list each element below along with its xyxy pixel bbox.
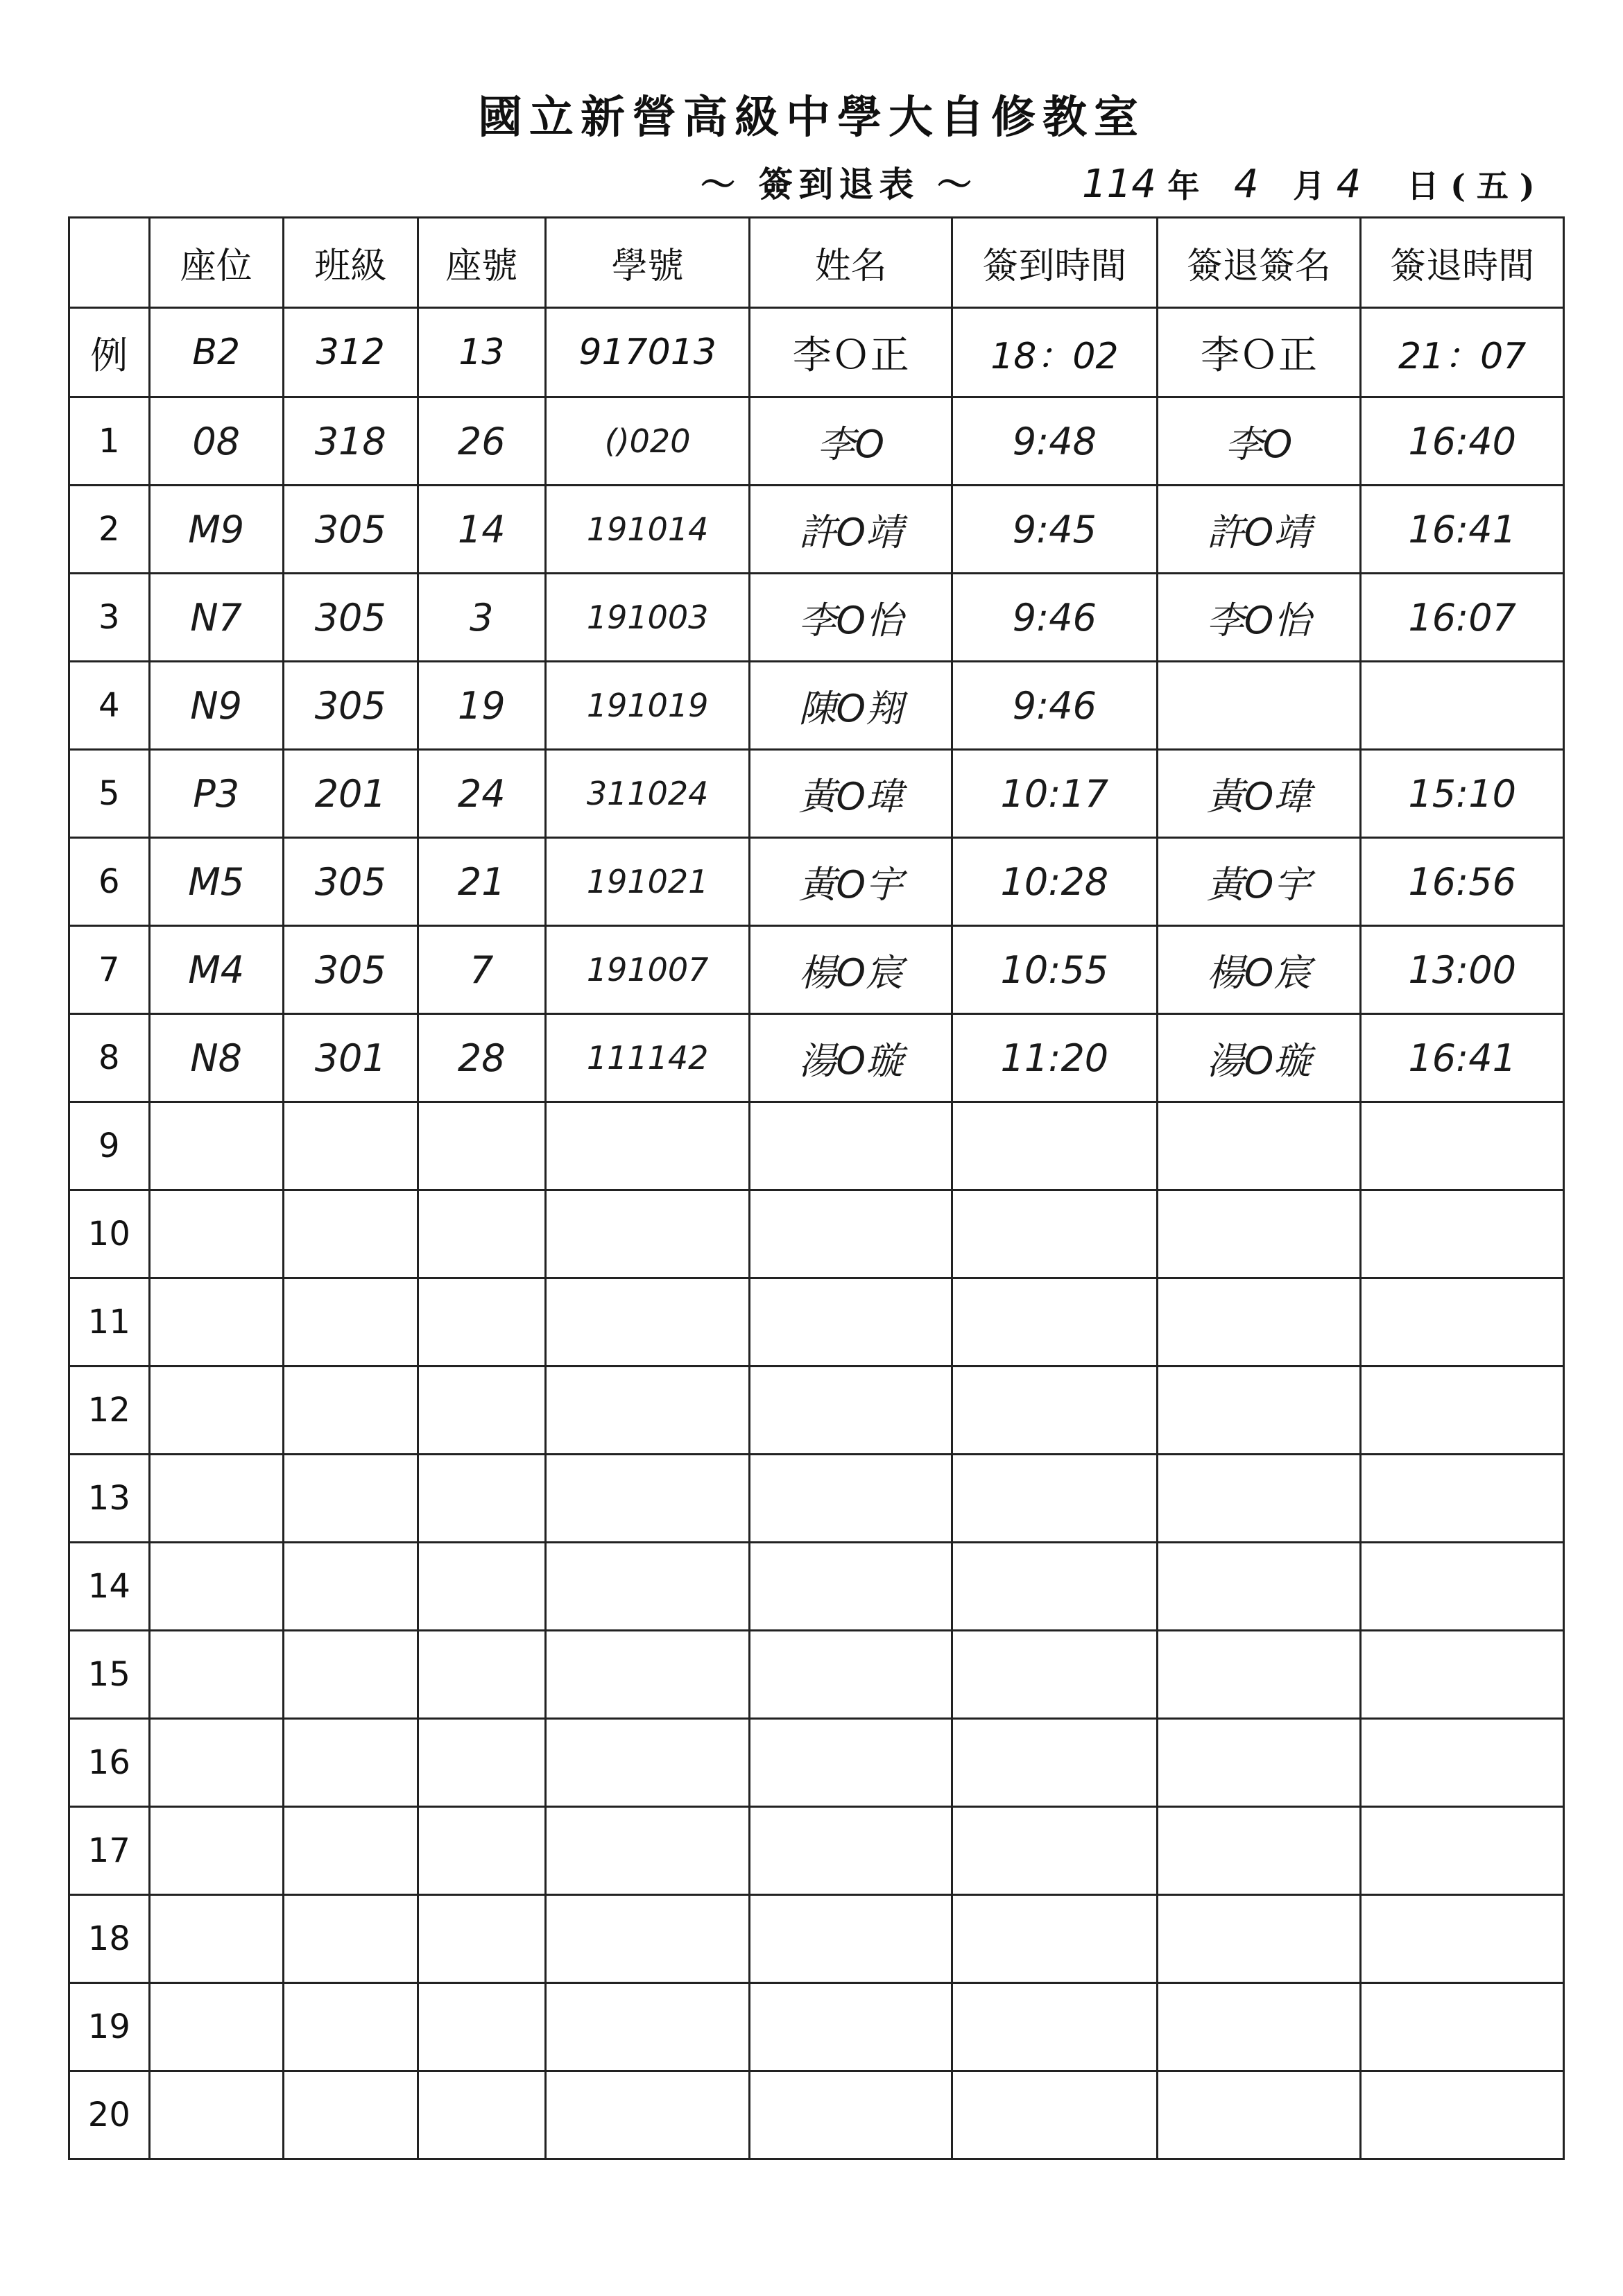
seat-cell[interactable]: 08 (149, 397, 283, 486)
row-number: 17 (69, 1807, 150, 1895)
table-row (69, 1102, 1564, 1190)
sign-out-time-cell[interactable]: 16:41 (1361, 1014, 1564, 1102)
example-sign-in-time-cell: 18：02 (952, 308, 1158, 397)
sign-out-signature-cell[interactable] (1157, 1367, 1361, 1455)
seat-number-cell[interactable]: 3 (418, 574, 545, 662)
name-cell[interactable]: 湯O璇 (750, 1014, 952, 1102)
date-day-label: 日 (1407, 167, 1439, 205)
row-number: 15 (69, 1631, 150, 1719)
name-cell[interactable] (750, 1719, 952, 1807)
class-cell[interactable]: 305 (283, 662, 418, 750)
sign-out-signature-cell[interactable] (1157, 1719, 1361, 1807)
row-number: 14 (69, 1543, 150, 1631)
sign-out-time-cell[interactable] (1361, 1807, 1564, 1895)
row-number: 3 (69, 574, 150, 662)
table-row (69, 486, 1564, 574)
sign-in-time-cell[interactable] (952, 1278, 1158, 1367)
table-row (69, 1543, 1564, 1631)
sign-out-time-cell[interactable] (1361, 1367, 1564, 1455)
date-weekday: ( 五 ) (1450, 167, 1535, 205)
example-sign-out-signature-cell: 李Ｏ正 (1157, 308, 1361, 397)
name-header: 姓名 (750, 218, 952, 308)
seat-number-cell[interactable] (418, 1631, 545, 1719)
class-cell[interactable] (283, 1807, 418, 1895)
class-cell[interactable] (283, 1455, 418, 1543)
row-number: 13 (69, 1455, 150, 1543)
page-subtitle: ～ 簽到退表 ～ (701, 164, 977, 205)
seat-number-header: 座號 (418, 218, 545, 308)
seat-cell[interactable]: M4 (149, 926, 283, 1014)
name-cell[interactable] (750, 1278, 952, 1367)
sign-out-signature-header: 簽退簽名 (1157, 218, 1361, 308)
student-id-cell[interactable] (545, 1102, 750, 1190)
class-cell[interactable]: 318 (283, 397, 418, 486)
sign-in-time-cell[interactable] (952, 1543, 1158, 1631)
sign-out-signature-cell[interactable]: 楊O宸 (1157, 926, 1361, 1014)
seat-cell[interactable] (149, 1190, 283, 1278)
student-id-cell[interactable] (545, 1543, 750, 1631)
table-row (69, 1455, 1564, 1543)
table-row (69, 1367, 1564, 1455)
row-number: 9 (69, 1102, 150, 1190)
seat-cell[interactable] (149, 2071, 283, 2159)
sign-in-time-cell[interactable]: 11:20 (952, 1014, 1158, 1102)
sign-out-signature-cell[interactable]: 黃O瑋 (1157, 750, 1361, 838)
seat-number-cell[interactable] (418, 1807, 545, 1895)
class-cell[interactable] (283, 1543, 418, 1631)
seat-number-cell[interactable] (418, 1367, 545, 1455)
sign-in-time-cell[interactable]: 10:17 (952, 750, 1158, 838)
date-month-label: 月 (1293, 167, 1325, 205)
example-name-cell: 李Ｏ正 (750, 308, 952, 397)
seat-number-cell[interactable]: 21 (418, 838, 545, 926)
row-number: 4 (69, 662, 150, 750)
sign-out-signature-cell[interactable] (1157, 2071, 1361, 2159)
seat-cell[interactable]: N7 (149, 574, 283, 662)
student-id-cell[interactable]: 191003 (545, 574, 750, 662)
row-number: 7 (69, 926, 150, 1014)
name-cell[interactable]: 李O (750, 397, 952, 486)
name-cell[interactable] (750, 1367, 952, 1455)
row-number: 5 (69, 750, 150, 838)
sign-out-time-cell[interactable] (1361, 1455, 1564, 1543)
class-cell[interactable] (283, 1278, 418, 1367)
seat-number-cell[interactable] (418, 1190, 545, 1278)
seat-number-cell[interactable]: 24 (418, 750, 545, 838)
sign-in-time-header: 簽到時間 (952, 218, 1158, 308)
sign-out-time-cell[interactable] (1361, 1278, 1564, 1367)
name-cell[interactable] (750, 1543, 952, 1631)
row-number: 18 (69, 1895, 150, 1983)
sign-out-time-cell[interactable] (1361, 2071, 1564, 2159)
sign-out-signature-cell[interactable] (1157, 1983, 1361, 2071)
sign-out-time-cell[interactable] (1361, 1895, 1564, 1983)
row-number: 2 (69, 486, 150, 574)
student-id-cell[interactable] (545, 1367, 750, 1455)
sign-in-time-cell[interactable] (952, 1807, 1158, 1895)
sign-in-time-cell[interactable]: 9:46 (952, 574, 1158, 662)
table-row (69, 1983, 1564, 2071)
class-cell[interactable] (283, 1719, 418, 1807)
sign-in-time-cell[interactable] (952, 1190, 1158, 1278)
header-row (69, 218, 1564, 308)
example-student-id-cell: 917013 (545, 308, 750, 397)
table-row (69, 2071, 1564, 2159)
sign-in-time-cell[interactable] (952, 1983, 1158, 2071)
student-id-cell[interactable] (545, 2071, 750, 2159)
seat-cell[interactable]: N9 (149, 662, 283, 750)
sign-out-time-cell[interactable]: 13:00 (1361, 926, 1564, 1014)
name-cell[interactable]: 楊O宸 (750, 926, 952, 1014)
seat-cell[interactable] (149, 1455, 283, 1543)
class-cell[interactable] (283, 1367, 418, 1455)
example-class-cell: 312 (283, 308, 418, 397)
class-cell[interactable] (283, 1102, 418, 1190)
class-cell[interactable] (283, 1631, 418, 1719)
student-id-cell[interactable]: 191021 (545, 838, 750, 926)
seat-number-cell[interactable] (418, 1983, 545, 2071)
name-cell[interactable] (750, 2071, 952, 2159)
name-cell[interactable] (750, 1631, 952, 1719)
student-id-cell[interactable] (545, 1719, 750, 1807)
table-row (69, 1719, 1564, 1807)
row-number: 20 (69, 2071, 150, 2159)
seat-cell[interactable] (149, 1631, 283, 1719)
seat-cell[interactable] (149, 1983, 283, 2071)
seat-cell[interactable]: N8 (149, 1014, 283, 1102)
sign-out-signature-cell[interactable]: 湯O璇 (1157, 1014, 1361, 1102)
sign-out-time-cell[interactable] (1361, 1983, 1564, 2071)
student-id-cell[interactable]: 191019 (545, 662, 750, 750)
seat-number-cell[interactable] (418, 1278, 545, 1367)
student-id-cell[interactable]: 111142 (545, 1014, 750, 1102)
sign-in-time-cell[interactable]: 9:45 (952, 486, 1158, 574)
date-day: 4 (1336, 162, 1362, 207)
date-line (1082, 161, 1535, 207)
seat-cell[interactable] (149, 1895, 283, 1983)
seat-number-cell[interactable]: 14 (418, 486, 545, 574)
class-cell[interactable] (283, 1983, 418, 2071)
class-cell[interactable]: 305 (283, 838, 418, 926)
sign-in-time-cell[interactable]: 9:48 (952, 397, 1158, 486)
student-id-cell[interactable]: 311024 (545, 750, 750, 838)
sign-out-time-cell[interactable] (1361, 1102, 1564, 1190)
date-year-label: 年 (1167, 167, 1200, 205)
sign-out-time-cell[interactable] (1361, 662, 1564, 750)
sign-out-time-cell[interactable] (1361, 1631, 1564, 1719)
sign-out-time-cell[interactable]: 16:41 (1361, 486, 1564, 574)
sign-out-time-cell[interactable] (1361, 1190, 1564, 1278)
name-cell[interactable] (750, 1102, 952, 1190)
seat-number-cell[interactable] (418, 2071, 545, 2159)
student-id-cell[interactable]: 191007 (545, 926, 750, 1014)
class-cell[interactable]: 301 (283, 1014, 418, 1102)
corner-header (69, 218, 150, 308)
student-id-header: 學號 (545, 218, 750, 308)
sign-in-table (68, 216, 1565, 2160)
sign-out-time-cell[interactable] (1361, 1543, 1564, 1631)
sign-in-time-cell[interactable] (952, 1631, 1158, 1719)
seat-number-cell[interactable] (418, 1543, 545, 1631)
sign-out-signature-cell[interactable] (1157, 662, 1361, 750)
seat-number-cell[interactable] (418, 1102, 545, 1190)
table-row (69, 397, 1564, 486)
table-row (69, 662, 1564, 750)
sign-out-signature-cell[interactable] (1157, 1190, 1361, 1278)
sign-out-signature-cell[interactable] (1157, 1631, 1361, 1719)
class-cell[interactable] (283, 1190, 418, 1278)
sign-out-time-cell[interactable]: 15:10 (1361, 750, 1564, 838)
row-number: 19 (69, 1983, 150, 2071)
row-number: 11 (69, 1278, 150, 1367)
sign-in-time-cell[interactable]: 9:46 (952, 662, 1158, 750)
seat-cell[interactable]: M9 (149, 486, 283, 574)
class-cell[interactable] (283, 2071, 418, 2159)
seat-number-cell[interactable]: 19 (418, 662, 545, 750)
table-row (69, 1631, 1564, 1719)
name-cell[interactable]: 陳O翔 (750, 662, 952, 750)
example-seat-cell: B2 (149, 308, 283, 397)
sign-out-signature-cell[interactable] (1157, 1543, 1361, 1631)
sign-out-time-header: 簽退時間 (1361, 218, 1564, 308)
student-id-cell[interactable] (545, 1190, 750, 1278)
class-cell[interactable] (283, 1895, 418, 1983)
sign-in-time-cell[interactable] (952, 1719, 1158, 1807)
name-cell[interactable] (750, 1190, 952, 1278)
sign-in-time-cell[interactable] (952, 1367, 1158, 1455)
student-id-cell[interactable] (545, 1807, 750, 1895)
seat-cell[interactable] (149, 1367, 283, 1455)
sign-out-time-cell[interactable]: 16:56 (1361, 838, 1564, 926)
seat-header: 座位 (149, 218, 283, 308)
sign-out-signature-cell[interactable]: 黃O宇 (1157, 838, 1361, 926)
student-id-cell[interactable] (545, 1631, 750, 1719)
class-cell[interactable]: 305 (283, 926, 418, 1014)
student-id-cell[interactable]: 191014 (545, 486, 750, 574)
student-id-cell[interactable]: ()020 (545, 397, 750, 486)
sign-in-time-cell[interactable] (952, 1895, 1158, 1983)
sign-out-time-cell[interactable]: 16:40 (1361, 397, 1564, 486)
table-row (69, 926, 1564, 1014)
seat-cell[interactable] (149, 1278, 283, 1367)
date-year: 114 (1082, 162, 1156, 207)
sign-in-time-cell[interactable]: 10:28 (952, 838, 1158, 926)
student-id-cell[interactable] (545, 1278, 750, 1367)
table-row (69, 1014, 1564, 1102)
name-cell[interactable] (750, 1895, 952, 1983)
class-cell[interactable]: 201 (283, 750, 418, 838)
seat-number-cell[interactable] (418, 1895, 545, 1983)
table-row (69, 750, 1564, 838)
row-number: 8 (69, 1014, 150, 1102)
example-row (69, 308, 1564, 397)
name-cell[interactable]: 許O靖 (750, 486, 952, 574)
table-row (69, 1278, 1564, 1367)
sign-in-time-cell[interactable] (952, 2071, 1158, 2159)
sign-out-signature-cell[interactable] (1157, 1102, 1361, 1190)
sign-out-signature-cell[interactable]: 李O (1157, 397, 1361, 486)
sign-in-time-cell[interactable] (952, 1102, 1158, 1190)
seat-number-cell[interactable]: 28 (418, 1014, 545, 1102)
class-cell[interactable]: 305 (283, 486, 418, 574)
example-sign-out-time-cell: 21：07 (1361, 308, 1564, 397)
name-cell[interactable] (750, 1807, 952, 1895)
seat-number-cell[interactable]: 7 (418, 926, 545, 1014)
row-number: 10 (69, 1190, 150, 1278)
seat-cell[interactable] (149, 1807, 283, 1895)
example-label: 例 (69, 308, 150, 397)
table-row (69, 1807, 1564, 1895)
sign-out-signature-cell[interactable]: 許O靖 (1157, 486, 1361, 574)
sign-out-signature-cell[interactable] (1157, 1895, 1361, 1983)
table-row (69, 838, 1564, 926)
table-row (69, 1190, 1564, 1278)
name-cell[interactable] (750, 1455, 952, 1543)
name-cell[interactable]: 李O怡 (750, 574, 952, 662)
sign-out-signature-cell[interactable] (1157, 1807, 1361, 1895)
sign-out-time-cell[interactable]: 16:07 (1361, 574, 1564, 662)
sign-out-signature-cell[interactable] (1157, 1455, 1361, 1543)
seat-cell[interactable] (149, 1102, 283, 1190)
sign-in-time-cell[interactable]: 10:55 (952, 926, 1158, 1014)
sign-in-time-cell[interactable] (952, 1455, 1158, 1543)
sign-out-signature-cell[interactable] (1157, 1278, 1361, 1367)
name-cell[interactable] (750, 1983, 952, 2071)
class-cell[interactable]: 305 (283, 574, 418, 662)
seat-cell[interactable] (149, 1543, 283, 1631)
row-number: 16 (69, 1719, 150, 1807)
example-seat-number-cell: 13 (418, 308, 545, 397)
seat-cell[interactable]: M5 (149, 838, 283, 926)
date-month: 4 (1234, 162, 1259, 207)
seat-number-cell[interactable] (418, 1719, 545, 1807)
seat-cell[interactable]: P3 (149, 750, 283, 838)
seat-cell[interactable] (149, 1719, 283, 1807)
row-number: 1 (69, 397, 150, 486)
name-cell[interactable]: 黃O瑋 (750, 750, 952, 838)
sign-out-signature-cell[interactable]: 李O怡 (1157, 574, 1361, 662)
page-title: 國立新營高級中學大自修教室 (478, 92, 1145, 144)
seat-number-cell[interactable] (418, 1455, 545, 1543)
student-id-cell[interactable] (545, 1983, 750, 2071)
sign-out-time-cell[interactable] (1361, 1719, 1564, 1807)
student-id-cell[interactable] (545, 1455, 750, 1543)
table-row (69, 574, 1564, 662)
name-cell[interactable]: 黃O宇 (750, 838, 952, 926)
row-number: 12 (69, 1367, 150, 1455)
student-id-cell[interactable] (545, 1895, 750, 1983)
seat-number-cell[interactable]: 26 (418, 397, 545, 486)
class-header: 班級 (283, 218, 418, 308)
row-number: 6 (69, 838, 150, 926)
table-row (69, 1895, 1564, 1983)
